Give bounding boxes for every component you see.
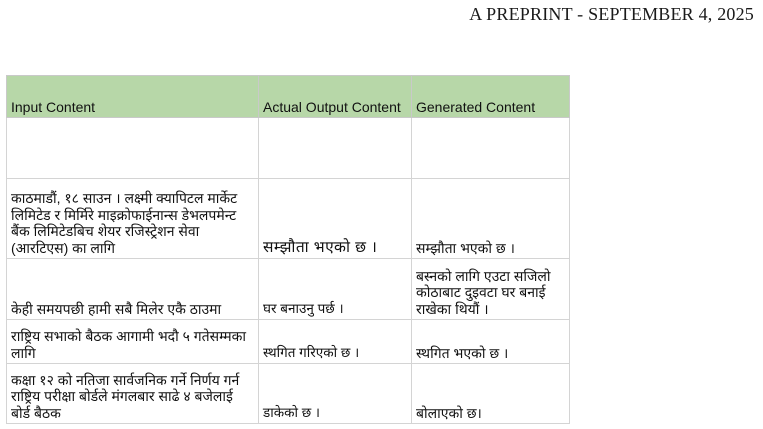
input-cell: केही समयपछी हामी सबै मिलेर एकै ठाउमा [7,259,259,320]
column-header-actual-output: Actual Output Content [259,76,412,118]
table-row [7,118,570,179]
actual-output-cell: स्थगित गरिएको छ । [259,320,412,364]
generated-cell: बोलाएको छ। [412,364,570,424]
actual-output-cell: घर बनाउनु पर्छ । [259,259,412,320]
input-cell [7,118,259,179]
column-header-generated: Generated Content [412,76,570,118]
table-row [7,320,570,364]
generated-cell: स्थगित भएको छ । [412,320,570,364]
table-row [7,179,570,259]
running-header: A PREPRINT - SEPTEMBER 4, 2025 [469,4,754,24]
input-cell: कक्षा १२ को नतिजा सार्वजनिक गर्ने निर्णय गर्न राष्ट्रिय परीक्षा बोर्डले मंगलबार साढे ४ बजेलाई बोर्ड बैठक [7,364,259,424]
table-row [7,259,570,320]
column-header-input: Input Content [7,76,259,118]
actual-output-cell [259,118,412,179]
generated-cell: बस्नको लागि एउटा सजिलो कोठाबाट दुइवटा घर बनाई राखेका थियौं । [412,259,570,320]
results-table [6,75,570,424]
actual-output-cell: सम्झौता भएको छ । [259,179,412,259]
input-cell: काठमाडौं, १८ साउन । लक्ष्मी क्यापिटल मार्केट लिमिटेड र मिर्मिरे माइक्रोफाईनान्स डेभलपमेन्ट बैंक लिमिटेडबिच शेयर रजिस्ट्रेशन सेवा (आरटिएस) का लागि [7,179,259,259]
table-row [7,364,570,424]
input-cell: राष्ट्रिय सभाको बैठक आगामी भदौ ५ गतेसम्मका लागि [7,320,259,364]
generated-cell [412,118,570,179]
actual-output-cell: डाकेको छ । [259,364,412,424]
generated-cell: सम्झौता भएको छ । [412,179,570,259]
table-header-row [7,76,570,118]
